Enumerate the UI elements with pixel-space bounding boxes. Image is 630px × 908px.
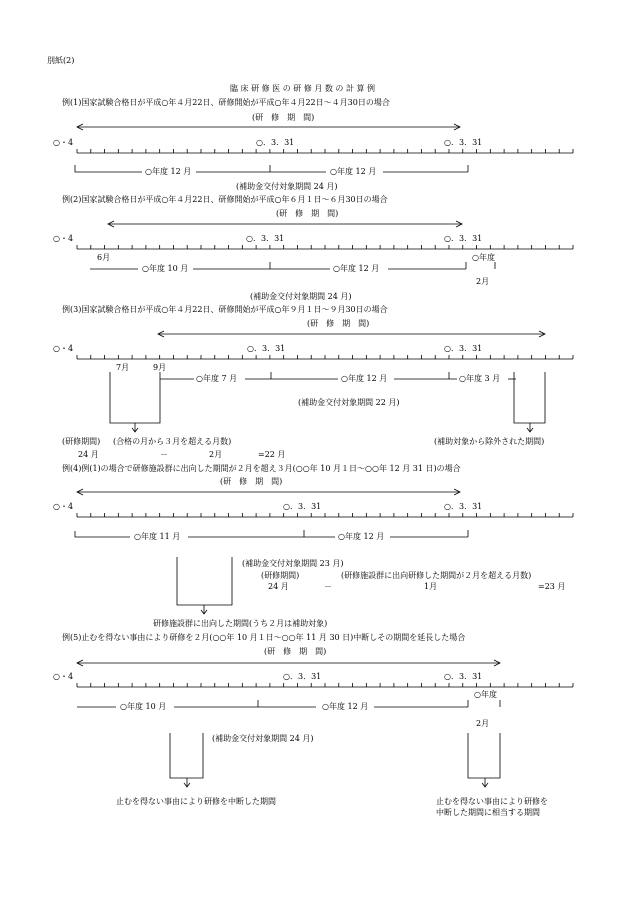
- example-1-fiscal-a: ○年度 12 月: [145, 167, 192, 176]
- timeline-ticks-5: [77, 683, 573, 687]
- example-3-month-a: 7月: [116, 363, 130, 372]
- example-1-heading: 例(1)国家試験合格日が平成○年４月22日、研修開始が平成○年４月22日～４月30日の場合: [62, 98, 390, 107]
- example-5-note-left: 止むを得ない事由により研修を中断した期間: [116, 797, 276, 806]
- example-4-period-label: (研 修 期 間): [220, 477, 283, 486]
- example-2-start-month: 6月: [97, 253, 111, 262]
- timeline-ticks-2: [77, 245, 573, 249]
- example-2-mid-date: ○．3．31: [246, 234, 285, 243]
- example-4-fiscal-b: ○年度 12 月: [338, 532, 385, 541]
- example-2-period-label: (研 修 期 間): [276, 209, 339, 218]
- example-4-heading: 例(4)例(1)の場合で研修施設群に出向した期間が２月を超え３月(○○年 10 月１日～○○年 12 月 31 日)の場合: [62, 464, 461, 473]
- example-4-calc-value-2: 1月: [424, 582, 438, 591]
- example-3-fiscal-c: ○年度 3 月: [459, 374, 501, 383]
- example-4-calc-op: －: [324, 582, 332, 591]
- example-5-start-date: ○・4: [53, 672, 74, 681]
- example-3-calc-label-1: (研修期間): [62, 437, 101, 446]
- example-2-start-date: ○・4: [53, 234, 74, 243]
- example-2-fiscal-a: ○年度 10 月: [142, 264, 189, 273]
- example-3-fiscal-b: ○年度 12 月: [341, 374, 388, 383]
- timeline-ticks-4: [77, 513, 573, 517]
- example-3-subsidy: (補助金交付対象期間 22 月): [298, 398, 400, 407]
- example-5-note-right-2: 中断した期間に相当する期間: [436, 808, 540, 817]
- example-3-calc-value-2: 2月: [209, 450, 223, 459]
- example-3-heading: 例(3)国家試験合格日が平成○年４月22日、研修開始が平成○年９月１日～９月30日の場合: [62, 305, 388, 314]
- annex-label: 別紙(2): [47, 56, 75, 65]
- example-5-fiscal-a: ○年度 10 月: [120, 702, 167, 711]
- example-3-mid-date: ○．3．31: [247, 344, 286, 353]
- example-1-mid-date: ○．3．31: [256, 138, 295, 147]
- example-4-calc-result: =23 月: [538, 582, 566, 591]
- example-2-fiscal-c-months: 2月: [476, 277, 490, 286]
- example-1-period-label: (研 修 期 間): [252, 113, 315, 122]
- example-4-fiscal-a: ○年度 11 月: [134, 532, 181, 541]
- example-3-start-date: ○・4: [53, 344, 74, 353]
- example-5-fiscal-c-months: 2月: [476, 719, 490, 728]
- example-5-end-date: ○．3．31: [444, 672, 483, 681]
- example-5-fiscal-b: ○年度 12 月: [322, 702, 369, 711]
- timeline-ticks-3: [77, 355, 573, 359]
- example-3-end-date: ○．3．31: [444, 344, 483, 353]
- example-2-end-date: ○．3．31: [444, 234, 483, 243]
- example-3-calc-result: =22 月: [258, 450, 286, 459]
- example-4-note: 研修施設群に出向した期間(うち２月は補助対象): [153, 619, 328, 628]
- example-4-calc-label-2: (研修施設群に出向研修した期間が２月を超える月数): [341, 571, 532, 580]
- example-3-fiscal-a: ○年度 7 月: [196, 374, 238, 383]
- example-4-mid-date: ○．3．31: [283, 502, 322, 511]
- example-3-calc-op: －: [160, 450, 168, 459]
- example-2-fiscal-b: ○年度 12 月: [333, 264, 380, 273]
- page-title: 臨 床 研 修 医 の 研 修 月 数 の 計 算 例: [230, 84, 376, 93]
- example-3-period-label: (研 修 期 間): [307, 319, 370, 328]
- example-4-subsidy: (補助金交付対象期間 23 月): [242, 559, 344, 568]
- example-5-period-label: (研 修 期 間): [264, 647, 327, 656]
- example-3-calc-label-2: (合格の月から３月を超える月数): [113, 437, 232, 446]
- example-3-calc-label-3: (補助対象から除外された期間): [434, 437, 545, 446]
- example-1-end-date: ○．3．31: [444, 138, 483, 147]
- example-3-month-b: 9月: [153, 363, 167, 372]
- example-4-calc-value-1: 24 月: [268, 582, 289, 591]
- example-4-calc-label-1: (研修期間): [261, 571, 300, 580]
- example-2-fiscal-c: ○年度: [472, 253, 495, 262]
- example-5-mid-date: ○．3．31: [283, 672, 322, 681]
- example-1-start-date: ○・4: [53, 138, 74, 147]
- example-1-subsidy: (補助金交付対象期間 24 月): [236, 182, 338, 191]
- example-2-heading: 例(2)国家試験合格日が平成○年４月22日、研修開始が平成○年６月１日～６月30日の場合: [62, 195, 388, 204]
- example-5-note-right-1: 止むを得ない事由により研修を: [436, 797, 548, 806]
- example-2-subsidy: (補助金交付対象期間 24 月): [250, 292, 352, 301]
- example-5-subsidy: (補助金交付対象期間 24 月): [212, 734, 314, 743]
- example-5-heading: 例(5)止むを得ない事由により研修を２月(○○年 10 月１日～○○年 11 月 30 日)中断しその期間を延長した場合: [62, 633, 466, 642]
- example-4-end-date: ○．3．31: [444, 502, 483, 511]
- example-4-start-date: ○・4: [53, 502, 74, 511]
- example-3-calc-value-1: 24 月: [78, 450, 99, 459]
- timeline-ticks-1: [77, 149, 573, 153]
- example-1-fiscal-b: ○年度 12 月: [330, 167, 377, 176]
- example-5-fiscal-c: ○年度: [474, 690, 497, 699]
